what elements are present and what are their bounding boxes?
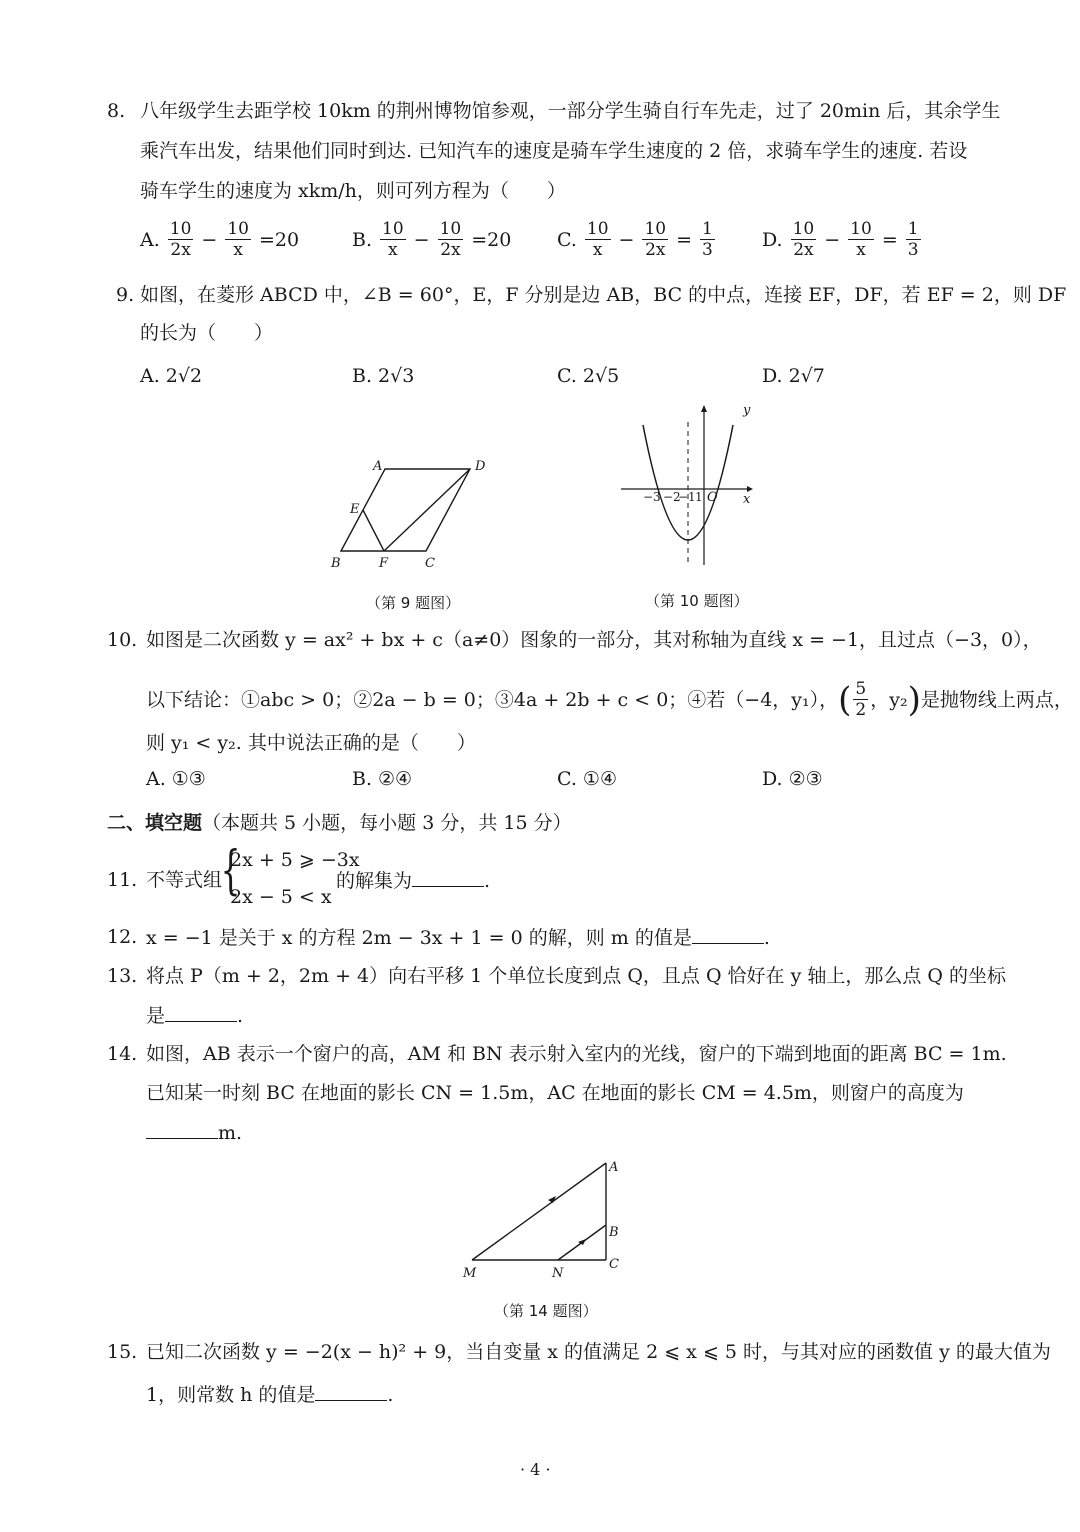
q10-line1: 如图是二次函数 y = ax² + bx + c（a≠0）图象的一部分，其对称轴为直线 x = −1，且过点（−3，0）， — [146, 629, 1042, 651]
figure-10-parabola — [615, 400, 755, 570]
q8-line2: 乘汽车出发，结果他们同时到达. 已知汽车的速度是骑车学生速度的 2 倍，求骑车学生的速度. 若设 — [140, 140, 968, 162]
label-b: B — [609, 1225, 619, 1240]
q11-suffix: 的解集为 . — [336, 870, 491, 892]
segment-ef — [363, 510, 384, 551]
q12-text: x = −1 是关于 x 的方程 2m − 3x + 1 = 0 的解，则 m 的值是 . — [146, 927, 770, 949]
section-2-title: 二、填空题 — [107, 812, 203, 834]
q14-line3: m. — [146, 1120, 242, 1145]
fraction: $\frac{10}{2x}$ — [644, 219, 667, 260]
answer-blank[interactable] — [692, 925, 764, 944]
answer-blank[interactable] — [146, 1120, 218, 1139]
q10-option-c[interactable]: C. ①④ — [557, 768, 617, 790]
q10-number: 10. — [107, 629, 138, 651]
label-n: N — [552, 1266, 564, 1281]
q14-line2: 已知某一时刻 BC 在地面的影长 CN = 1.5m，AC 在地面的影长 CM = 4.5m，则窗户的高度为 — [146, 1082, 964, 1104]
figure-9-rhombus — [325, 450, 495, 575]
label-b: B — [331, 556, 341, 571]
answer-blank[interactable] — [165, 1003, 237, 1022]
label-m: M — [463, 1266, 477, 1281]
fraction: $\frac{10}{2x}$ — [792, 219, 815, 260]
figure-10-caption: （第 10 题图） — [645, 592, 749, 610]
q11-ineq2: 2x − 5 < x — [230, 886, 332, 908]
fraction: $\frac{10}{x}$ — [850, 219, 872, 260]
fraction-5-2: $\frac{5}{2}$ — [855, 679, 867, 720]
q10-option-d[interactable]: D. ②③ — [762, 768, 823, 790]
label-x: x — [743, 492, 751, 507]
q15-line2: 1，则常数 h 的值是 . — [146, 1384, 394, 1406]
answer-blank[interactable] — [315, 1382, 387, 1401]
fraction: $\frac{10}{x}$ — [586, 219, 609, 260]
fraction: $\frac{10}{x}$ — [382, 219, 404, 260]
page-number: · 4 · — [520, 1460, 551, 1479]
fraction: $\frac{10}{2x}$ — [439, 219, 462, 260]
q10-option-b[interactable]: B. ②④ — [352, 768, 413, 790]
label-minus2: −2 — [663, 490, 681, 504]
label-origin: O — [707, 490, 718, 505]
label-minus3: −3 — [643, 490, 661, 504]
y-axis-arrow — [701, 405, 707, 412]
label-c: C — [425, 556, 435, 571]
q11-prefix: 不等式组 — [146, 869, 223, 891]
q11-number: 11. — [107, 869, 138, 891]
q8-option-d[interactable]: D. $\frac{10}{2x}$ − $\frac{10}{x}$ = $\frac{1}{3}$ — [762, 219, 919, 260]
q8-number: 8. — [107, 100, 126, 122]
segment-df — [384, 469, 470, 551]
figure-14-caption: （第 14 题图） — [494, 1302, 598, 1320]
q8-line3: 骑车学生的速度为 xkm/h，则可列方程为（ ） — [140, 180, 566, 202]
label-f: F — [379, 556, 389, 571]
label-one: 1 — [695, 490, 703, 504]
label-d: D — [475, 459, 486, 474]
q9-option-b[interactable]: B. 2√3 — [352, 365, 415, 387]
fraction: $\frac{1}{3}$ — [702, 219, 713, 260]
q10-line2: 以下结论：①abc > 0；②2a − b = 0；③4a + 2b + c < 0；④若（−4，y₁）， ( $\frac{5}{2}$ ，y₂ ) 是抛物线上两点， — [146, 679, 1073, 720]
q9-line2: 的长为（ ） — [140, 322, 274, 344]
label-y: y — [743, 403, 751, 418]
q9-line1: 如图，在菱形 ABCD 中，∠B = 60°，E，F 分别是边 AB，BC 的中点，连接 EF，DF，若 EF = 2，则 DF — [140, 284, 1067, 306]
q8-option-b[interactable]: B. $\frac{10}{x}$ − $\frac{10}{2x}$ =20 — [352, 219, 512, 260]
q13-line1: 将点 P（m + 2，2m + 4）向右平移 1 个单位长度到点 Q，且点 Q 恰好在 y 轴上，那么点 Q 的坐标 — [146, 965, 1007, 987]
q13-number: 13. — [107, 965, 138, 987]
q9-option-a[interactable]: A. 2√2 — [140, 365, 203, 387]
q13-line2: 是 . — [146, 1005, 244, 1027]
rhombus-abcd — [341, 469, 470, 551]
fraction: $\frac{10}{2x}$ — [169, 219, 192, 260]
section-2-note: （本题共 5 小题，每小题 3 分，共 15 分） — [202, 812, 572, 834]
q15-line1: 已知二次函数 y = −2(x − h)² + 9，当自变量 x 的值满足 2 ⩽ x ⩽ 5 时，与其对应的函数值 y 的最大值为 — [146, 1341, 1051, 1363]
fraction: $\frac{1}{3}$ — [907, 219, 919, 260]
q9-option-d[interactable]: D. 2√7 — [762, 365, 825, 387]
q11-ineq1: 2x + 5 ⩾ −3x — [230, 849, 360, 871]
answer-blank[interactable] — [412, 868, 484, 887]
q11-brace: { — [220, 841, 241, 901]
q10-option-a[interactable]: A. ①③ — [146, 768, 206, 790]
fraction: $\frac{10}{x}$ — [227, 219, 249, 260]
figure-14-window-shadow — [460, 1155, 630, 1285]
q9-option-c[interactable]: C. 2√5 — [557, 365, 620, 387]
figure-9-caption: （第 9 题图） — [366, 594, 461, 612]
q9-number: 9. — [116, 284, 135, 306]
q8-line1: 八年级学生去距学校 10km 的荆州博物馆参观，一部分学生骑自行车先走，过了 20min 后，其余学生 — [140, 100, 1001, 122]
label-a: A — [373, 459, 383, 474]
q14-line1: 如图，AB 表示一个窗户的高，AM 和 BN 表示射入室内的光线，窗户的下端到地面的距离 BC = 1m. — [146, 1043, 1007, 1065]
q15-number: 15. — [107, 1341, 138, 1363]
label-minus1: −1 — [678, 490, 696, 504]
q8-option-c[interactable]: C. $\frac{10}{x}$ − $\frac{10}{2x}$ = $\frac{1}{3}$ — [557, 219, 713, 260]
label-a: A — [609, 1160, 619, 1175]
ray-am — [472, 1163, 606, 1260]
q14-number: 14. — [107, 1043, 138, 1065]
q10-line3: 则 y₁ < y₂. 其中说法正确的是（ ） — [146, 732, 476, 754]
q8-option-a[interactable]: A. $\frac{10}{2x}$ − $\frac{10}{x}$ =20 — [140, 219, 300, 260]
section-2-header — [107, 808, 572, 835]
q12-number: 12. — [107, 926, 138, 948]
label-c: C — [609, 1257, 619, 1272]
label-e: E — [350, 502, 360, 517]
